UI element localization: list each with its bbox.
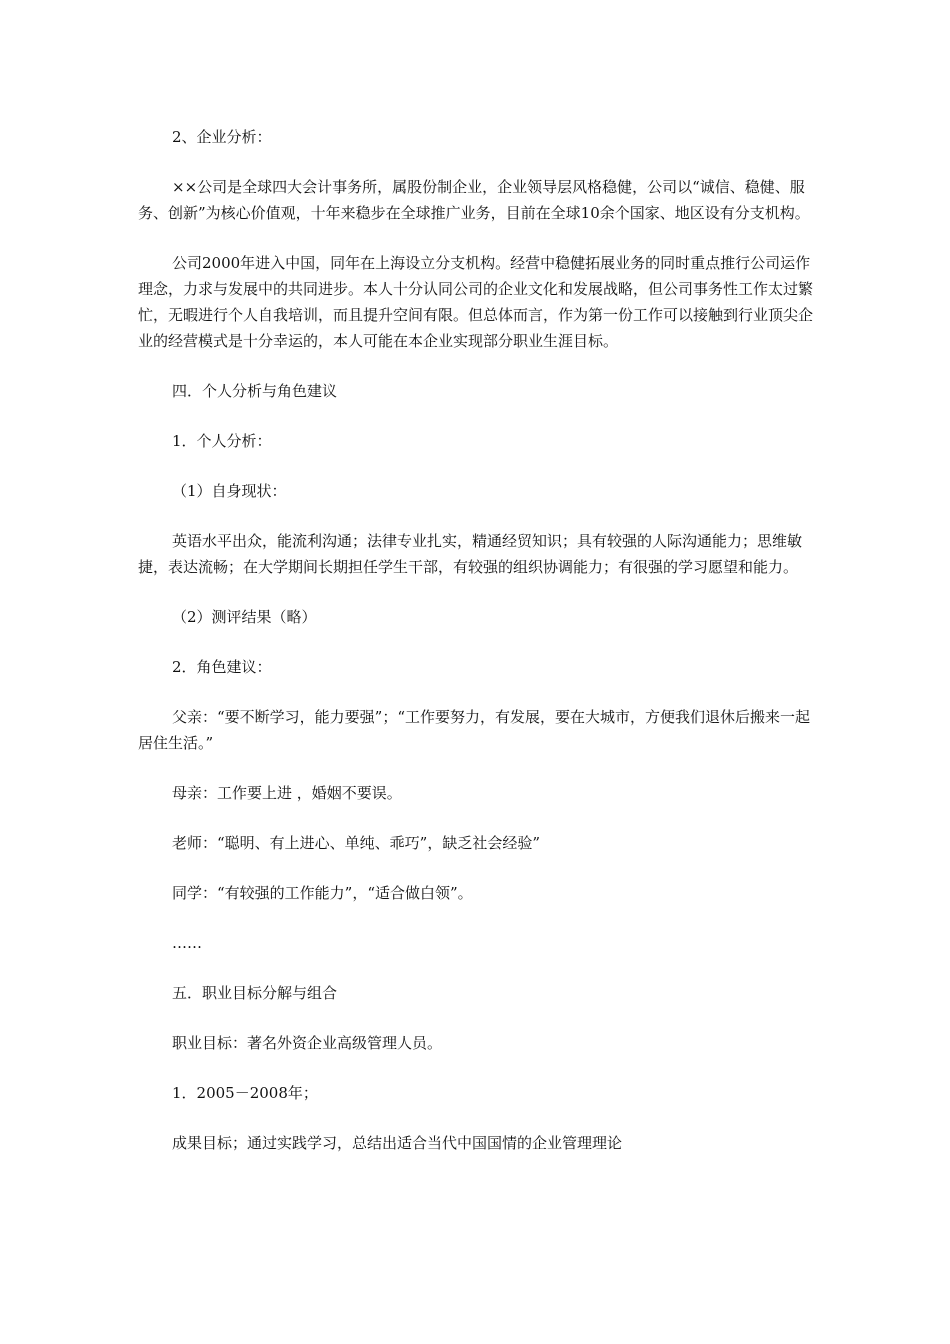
heading-personal-role: 四．个人分析与角色建议: [172, 382, 338, 400]
heading-personal-analysis: 1．个人分析：: [172, 432, 272, 450]
father-quote: 父亲：“要不断学习，能力要强”；“工作要努力，有发展，要在大城市，方便我们退休后搬来一起居住生活。”: [138, 708, 811, 752]
company-paragraph-2: 公司2000年进入中国，同年在上海设立分支机构。经营中稳健拓展业务的同时重点推行公司运作理念，力求与发展中的共同进步。本人十分认同公司的企业文化和发展战略，但公司事务性工作太过繁忙，无暇进行个人自我培训，而且提升空间有限。但总体而言，作为第一份工作可以接触到行业顶尖企业的经营模式是十分幸运的，本人可能在本企业实现部分职业生涯目标。: [138, 254, 814, 350]
sub-self-status: （1）自身现状：: [172, 482, 287, 500]
teacher-quote: 老师：“聪明、有上进心、单纯、乖巧”，缺乏社会经验”: [172, 834, 541, 852]
ellipsis: ……: [172, 934, 202, 952]
mother-quote: 母亲：工作要上进 ，婚姻不要误。: [172, 784, 402, 802]
period-1: 1．2005－2008年；: [172, 1084, 318, 1102]
company-paragraph-1: ××公司是全球四大会计事务所，属股份制企业，企业领导层风格稳健，公司以“诚信、稳健、服务、创新”为核心价值观，十年来稳步在全球推广业务，目前在全球10余个国家、地区设有分支机构。: [138, 178, 810, 222]
self-status-paragraph: 英语水平出众，能流利沟通；法律专业扎实，精通经贸知识；具有较强的人际沟通能力；思维敏捷，表达流畅；在大学期间长期担任学生干部，有较强的组织协调能力；有很强的学习愿望和能力。: [138, 532, 803, 576]
classmate-quote: 同学：“有较强的工作能力”，“适合做白领”。: [172, 884, 473, 902]
heading-role-advice: 2．角色建议：: [172, 658, 272, 676]
sub-assessment: （2）测评结果（略）: [172, 608, 317, 626]
heading-company-analysis: 2、企业分析：: [172, 128, 272, 146]
outcome-goal: 成果目标；通过实践学习，总结出适合当代中国国情的企业管理理论: [172, 1134, 623, 1152]
career-goal: 职业目标：著名外资企业高级管理人员。: [172, 1034, 443, 1052]
document-body: [138, 124, 818, 1156]
heading-goal-breakdown: 五．职业目标分解与组合: [172, 984, 338, 1002]
